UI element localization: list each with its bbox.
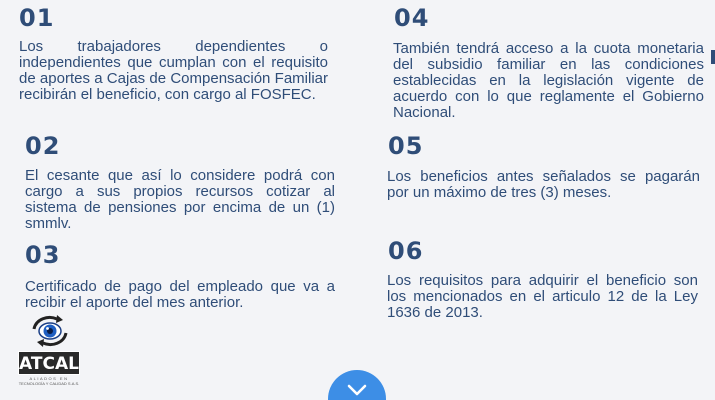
- item-03-text: Certificado de pago del empleado que va a recibir el aporte del mes anterior.: [25, 278, 335, 311]
- chevron-down-icon: [347, 384, 367, 396]
- item-01-number: 01: [19, 4, 55, 32]
- item-06-number: 06: [388, 237, 424, 265]
- item-01-text: Los trabajadores dependientes o independientes que cumplan con el requisito de aportes a Cajas de Compensación Familiar recibirán el beneficio, con cargo al FOSFEC.: [19, 38, 328, 103]
- eye-emblem-icon: [30, 314, 70, 348]
- edge-decoration: [711, 50, 715, 64]
- item-06-text: Los requisitos para adquirir el beneficio son los mencionados en el articulo 12 de la Ley 1636 de 2013.: [387, 272, 698, 321]
- item-04-number: 04: [394, 4, 430, 32]
- item-02-number: 02: [25, 132, 61, 160]
- item-05-number: 05: [388, 132, 424, 160]
- logo-tagline-1: ALIADOS EN: [29, 376, 69, 381]
- item-02-text: El cesante que así lo considere podrá con cargo a sus propios recursos cotizar al sistema de pensiones por encima de un (1) smmlv.: [25, 167, 335, 232]
- atcal-logo: [18, 314, 82, 394]
- item-05-text: Los beneficios antes señalados se pagarán por un máximo de tres (3) meses.: [387, 168, 700, 201]
- item-03-number: 03: [25, 241, 61, 269]
- scroll-down-button[interactable]: [328, 370, 386, 400]
- logo-wordmark: ATCAL: [18, 351, 80, 375]
- logo-tagline-2: TECNOLOGÍA Y CALIDAD S.A.S.: [18, 381, 80, 386]
- item-04-text: También tendrá acceso a la cuota monetaria del subsidio familiar en las condiciones establecidas en la legislación vigente de acuerdo con lo que reglamente el Gobierno Nacional.: [393, 40, 704, 121]
